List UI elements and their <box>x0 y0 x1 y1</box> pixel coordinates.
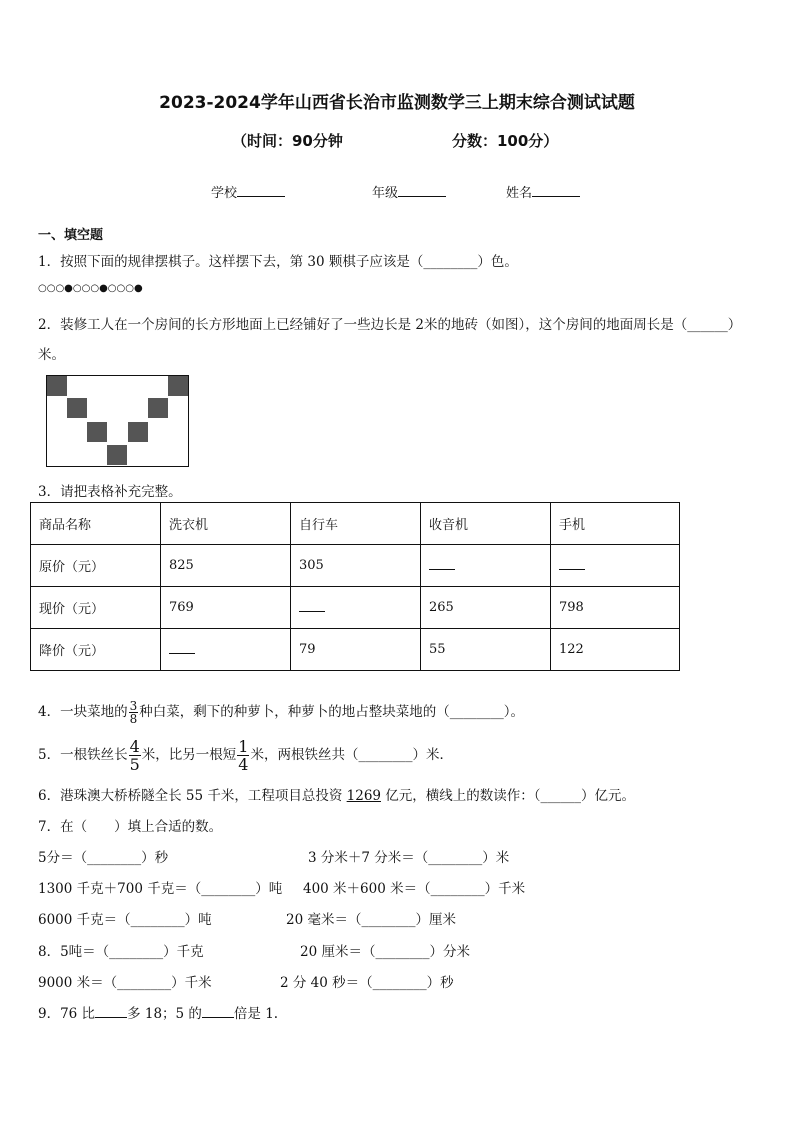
table-cell: 769 <box>161 587 291 629</box>
table-cell[interactable] <box>291 587 421 629</box>
table-cell: 降价（元） <box>31 629 161 671</box>
q9-text: 9．76 比 <box>38 1006 96 1022</box>
denominator: 4 <box>238 755 249 774</box>
table-cell: 825 <box>161 545 291 587</box>
table-cell[interactable] <box>161 629 291 671</box>
answer-blank[interactable] <box>95 1005 127 1018</box>
q8-item: 2 分 40 秒＝（________）秒 <box>280 975 454 991</box>
page-title: 2023-2024学年山西省长治市监测数学三上期末综合测试试题 <box>159 93 635 113</box>
q6-text: 亿元，横线上的数读作：（______）亿元。 <box>381 788 636 804</box>
q7-item: 1300 千克＋700 千克＝（________）吨 <box>38 881 283 897</box>
denominator: 8 <box>129 712 138 726</box>
name-label: 姓名 <box>506 186 533 201</box>
q7-item: 6000 千克＝（________）吨 <box>38 912 212 928</box>
tile <box>168 376 188 396</box>
name-field <box>506 182 580 201</box>
q7-item: 5分＝（________）秒 <box>38 850 169 866</box>
table-cell: 自行车 <box>291 503 421 545</box>
question-2-line2: 米。 <box>38 347 65 363</box>
q5-text: 米，两根铁丝共（________）米． <box>250 747 453 763</box>
table-cell[interactable] <box>551 545 680 587</box>
question-3: 3．请把表格补充完整。 <box>38 484 182 500</box>
table-row <box>31 503 680 545</box>
q7-item: 20 毫米＝（________）厘米 <box>286 912 456 928</box>
fraction <box>129 738 141 773</box>
school-label: 学校 <box>211 186 238 201</box>
q5-text: 米，比另一根短 <box>141 747 237 763</box>
school-field <box>211 182 285 201</box>
fraction <box>129 700 139 725</box>
tile <box>67 398 87 418</box>
grade-blank[interactable] <box>398 184 446 197</box>
question-2-line1: 2．装修工人在一个房间的长方形地面上已经铺好了一些边长是 2米的地砖（如图），这个房间的地面周长是（______） <box>38 317 742 333</box>
question-1: 1．按照下面的规律摆棋子。这样摆下去，第 30 颗棋子应该是（________）色。 <box>38 254 518 270</box>
table-cell[interactable] <box>421 545 551 587</box>
q6-text: 6．港珠澳大桥桥隧全长 55 千米，工程项目总投资 <box>38 788 347 804</box>
q8-item: 9000 米＝（________）千米 <box>38 975 212 991</box>
question-9 <box>38 1002 278 1022</box>
q7-item: 400 米＋600 米＝（________）千米 <box>303 881 526 897</box>
table-cell: 55 <box>421 629 551 671</box>
tile <box>128 422 148 442</box>
section-heading: 一、填空题 <box>38 228 104 243</box>
table-cell: 265 <box>421 587 551 629</box>
grade-label: 年级 <box>372 186 399 201</box>
q4-text: 种白菜，剩下的种萝卜，种萝卜的地占整块菜地的（________）。 <box>139 704 524 720</box>
q8-item: 20 厘米＝（________）分米 <box>300 944 470 960</box>
floor-tile-figure <box>46 375 189 467</box>
numerator: 3 <box>129 699 138 713</box>
table-row <box>31 629 680 671</box>
time-label: （时间：90分钟 <box>232 132 343 150</box>
name-blank[interactable] <box>532 184 580 197</box>
q9-text: 倍是 1. <box>233 1006 279 1022</box>
table-row <box>31 545 680 587</box>
price-table <box>30 502 680 671</box>
q5-text: 5．一根铁丝长 <box>38 747 128 763</box>
table-cell: 122 <box>551 629 680 671</box>
table-cell: 305 <box>291 545 421 587</box>
q8-item: 8．5吨＝（________）千克 <box>38 944 204 960</box>
tile <box>107 445 127 465</box>
table-cell: 现价（元） <box>31 587 161 629</box>
tile <box>87 422 107 442</box>
table-cell: 798 <box>551 587 680 629</box>
table-cell: 收音机 <box>421 503 551 545</box>
question-5 <box>38 738 453 773</box>
tile <box>148 398 168 418</box>
grade-field <box>372 182 446 201</box>
table-cell: 手机 <box>551 503 680 545</box>
underlined-number: 1269 <box>346 788 381 804</box>
table-row <box>31 587 680 629</box>
question-6 <box>38 784 635 804</box>
chess-pattern: ○○○●○○○●○○○● <box>38 283 143 294</box>
table-cell: 商品名称 <box>31 503 161 545</box>
fraction <box>237 738 249 773</box>
answer-blank[interactable] <box>429 557 455 570</box>
q9-text: 多 18；5 的 <box>127 1006 202 1022</box>
table-cell: 原价（元） <box>31 545 161 587</box>
answer-blank[interactable] <box>202 1005 234 1018</box>
q4-text: 4．一块菜地的 <box>38 704 128 720</box>
answer-blank[interactable] <box>299 599 325 612</box>
score-label: 分数：100分） <box>452 132 559 150</box>
answer-blank[interactable] <box>169 641 195 654</box>
question-4 <box>38 700 524 725</box>
table-cell: 79 <box>291 629 421 671</box>
numerator: 1 <box>238 737 249 756</box>
numerator: 4 <box>129 737 140 756</box>
denominator: 5 <box>129 755 140 774</box>
school-blank[interactable] <box>237 184 285 197</box>
answer-blank[interactable] <box>559 557 585 570</box>
question-7: 7．在（ ）填上合适的数。 <box>38 819 223 835</box>
tile <box>47 376 67 396</box>
q7-item: 3 分米＋7 分米＝（________）米 <box>308 850 510 866</box>
table-cell: 洗衣机 <box>161 503 291 545</box>
